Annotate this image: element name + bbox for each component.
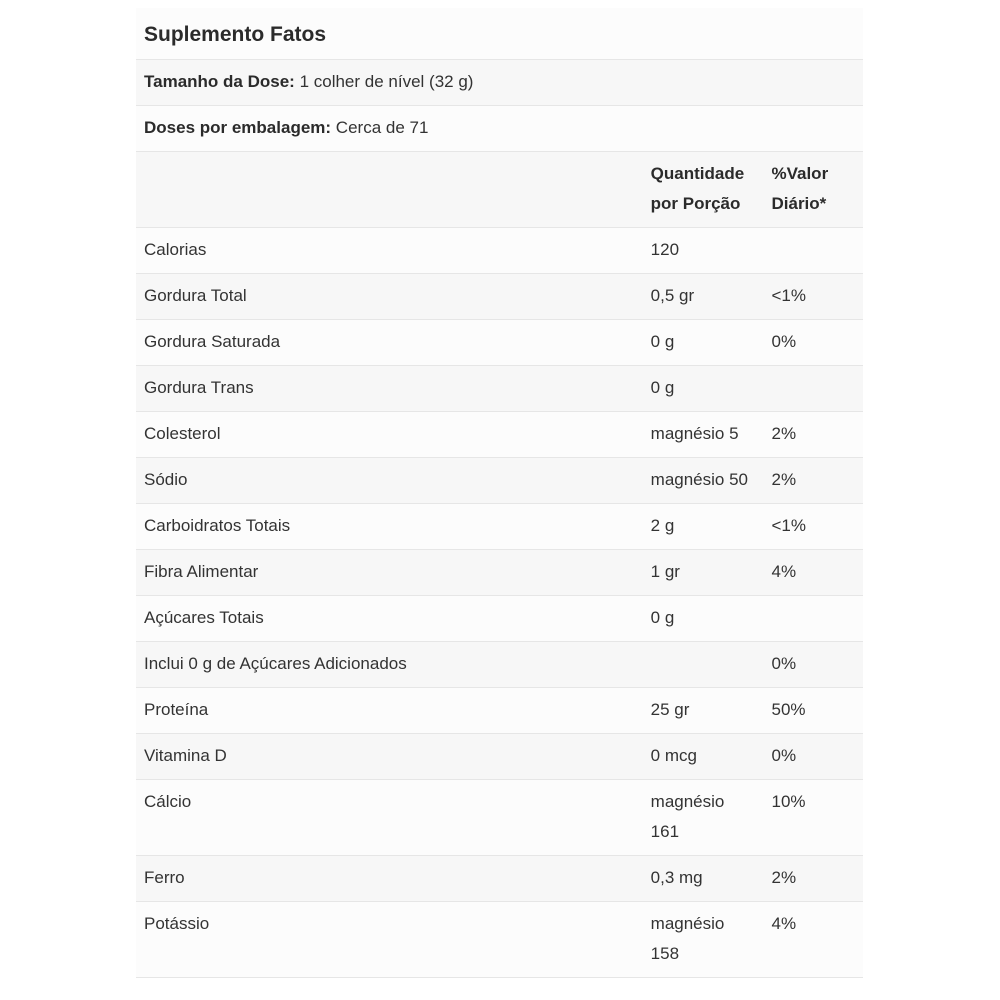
table-row [136, 856, 863, 902]
amount-per-serving: 0 g [643, 366, 764, 412]
table-row [136, 274, 863, 320]
nutrient-name: Gordura Total [136, 274, 643, 320]
daily-value [763, 366, 863, 412]
nutrient-name: Vitamina D [136, 734, 643, 780]
servings-per-container-label: Doses por embalagem: [144, 118, 332, 137]
amount-per-serving: 1 gr [643, 550, 764, 596]
nutrient-name: Potássio [136, 902, 643, 978]
amount-per-serving: magnésio 5 [643, 412, 764, 458]
servings-per-container-value: Cerca de 71 [335, 118, 429, 137]
title-row [136, 8, 863, 60]
daily-value: 4% [763, 902, 863, 978]
supplement-facts-table [136, 8, 863, 978]
nutrient-name: Carboidratos Totais [136, 504, 643, 550]
amount-per-serving: 0,5 gr [643, 274, 764, 320]
amount-per-serving: magnésio 50 [643, 458, 764, 504]
serving-size-row [136, 60, 863, 106]
amount-per-serving: 0 mcg [643, 734, 764, 780]
nutrient-name: Ferro [136, 856, 643, 902]
daily-value: <1% [763, 504, 863, 550]
table-row [136, 458, 863, 504]
amount-per-serving: magnésio 158 [643, 902, 764, 978]
servings-per-container-row [136, 106, 863, 152]
daily-value: <1% [763, 274, 863, 320]
daily-value: 0% [763, 734, 863, 780]
nutrient-name: Gordura Trans [136, 366, 643, 412]
amount-per-serving: 0,3 mg [643, 856, 764, 902]
header-amount: Quantidade por Porção [643, 152, 764, 228]
table-row [136, 780, 863, 856]
amount-per-serving [643, 642, 764, 688]
table-row [136, 902, 863, 978]
amount-per-serving: 0 g [643, 596, 764, 642]
facts-title: Suplemento Fatos [136, 8, 863, 60]
serving-size-cell [136, 60, 863, 106]
amount-per-serving: 0 g [643, 320, 764, 366]
daily-value [763, 228, 863, 274]
amount-per-serving: magnésio 161 [643, 780, 764, 856]
servings-per-container-cell [136, 106, 863, 152]
table-row [136, 228, 863, 274]
table-row [136, 550, 863, 596]
daily-value: 0% [763, 642, 863, 688]
daily-value: 2% [763, 458, 863, 504]
table-row [136, 504, 863, 550]
table-row [136, 734, 863, 780]
header-empty-cell [136, 152, 643, 228]
nutrient-name: Açúcares Totais [136, 596, 643, 642]
amount-per-serving: 2 g [643, 504, 764, 550]
table-row [136, 412, 863, 458]
daily-value: 0% [763, 320, 863, 366]
nutrient-name: Colesterol [136, 412, 643, 458]
daily-value: 2% [763, 412, 863, 458]
header-daily-value: %Valor Diário* [763, 152, 863, 228]
table-row [136, 642, 863, 688]
amount-per-serving: 25 gr [643, 688, 764, 734]
nutrient-name: Calorias [136, 228, 643, 274]
nutrient-name: Inclui 0 g de Açúcares Adicionados [136, 642, 643, 688]
nutrient-name: Gordura Saturada [136, 320, 643, 366]
table-row [136, 596, 863, 642]
daily-value: 50% [763, 688, 863, 734]
nutrient-name: Sódio [136, 458, 643, 504]
nutrient-name: Cálcio [136, 780, 643, 856]
nutrient-name: Proteína [136, 688, 643, 734]
table-row [136, 320, 863, 366]
serving-size-value: 1 colher de nível (32 g) [299, 72, 474, 91]
nutrient-name: Fibra Alimentar [136, 550, 643, 596]
daily-value: 10% [763, 780, 863, 856]
serving-size-label: Tamanho da Dose: [144, 72, 295, 91]
daily-value: 2% [763, 856, 863, 902]
daily-value [763, 596, 863, 642]
column-header-row [136, 152, 863, 228]
table-row [136, 366, 863, 412]
table-row [136, 688, 863, 734]
amount-per-serving: 120 [643, 228, 764, 274]
facts-body [136, 8, 863, 978]
daily-value: 4% [763, 550, 863, 596]
